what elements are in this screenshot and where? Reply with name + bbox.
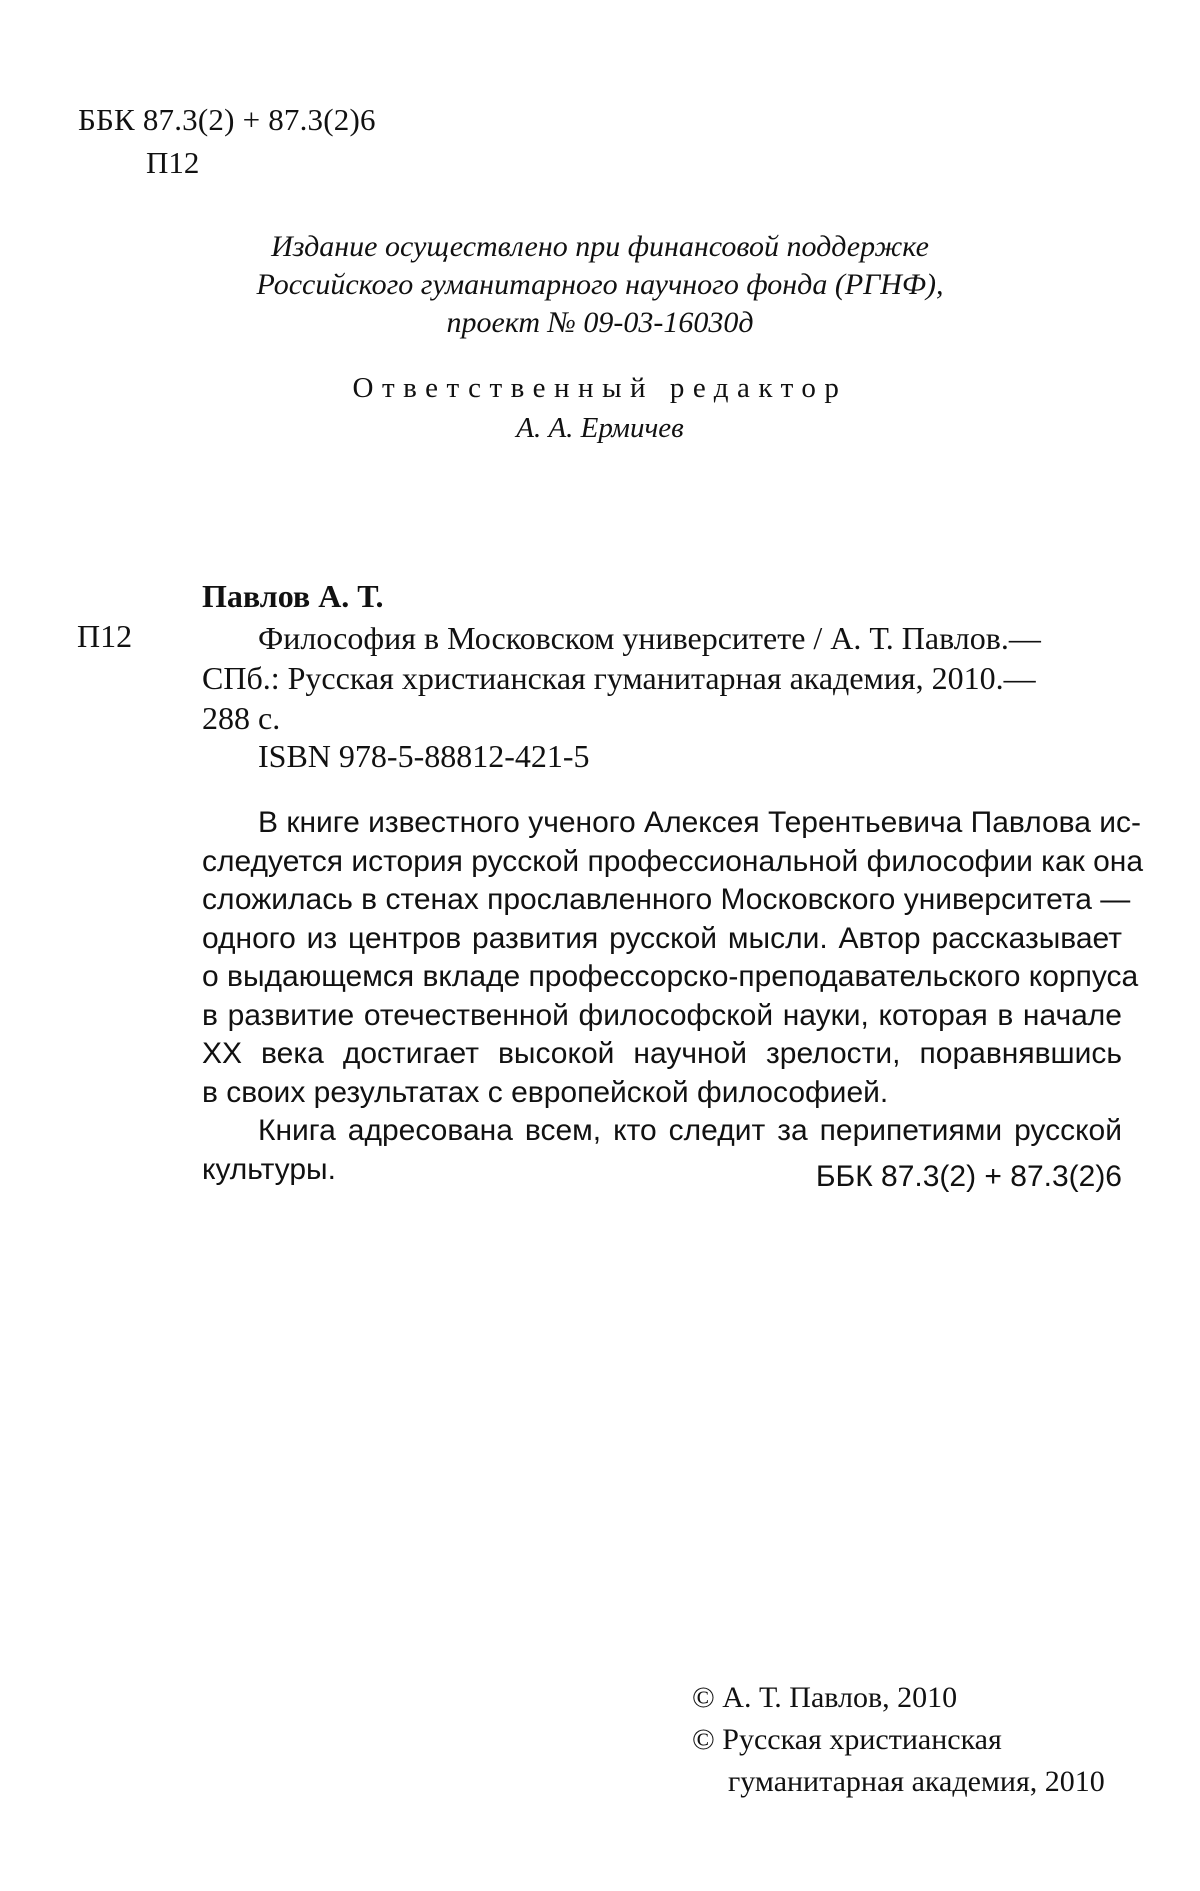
- funding-line-1: Издание осуществлено при финансовой поддержке: [271, 230, 929, 263]
- catalog-line-2: СПб.: Русская христианская гуманитарная академия, 2010.—: [202, 660, 1036, 696]
- catalog-author-mark: П12: [77, 618, 133, 654]
- bbk-code-bottom: ББК 87.3(2) + 87.3(2)6: [815, 1160, 1122, 1193]
- funding-line-3: проект № 09-03-16030д: [446, 306, 754, 339]
- annotation-line: сложилась в стенах прославленного Московского университета —: [202, 883, 1131, 916]
- funding-note: [200, 228, 1000, 342]
- catalog-line-1: Философия в Московском университете / А. Т. Павлов.—: [258, 620, 1041, 656]
- annotation-line: Книга адресована всем, кто следит за перипетиями русской: [258, 1114, 1122, 1147]
- annotation-line: о выдающемся вкладе профессорско-преподавательского корпуса: [202, 960, 1139, 993]
- copyright-line-3: гуманитарная академия, 2010: [728, 1765, 1105, 1798]
- editor-label: Ответственный редактор: [352, 372, 848, 404]
- catalog-author: Павлов А. Т.: [202, 578, 384, 614]
- annotation-line: одного из центров развития русской мысли. Автор рассказывает: [202, 921, 1122, 955]
- annotation-line: В книге известного ученого Алексея Терентьевича Павлова ис-: [258, 806, 1142, 839]
- catalog-line-3: 288 с.: [202, 700, 281, 736]
- funding-line-2: Российского гуманитарного научного фонда (РГНФ),: [256, 268, 944, 301]
- catalog-description: [202, 618, 1122, 738]
- annotation: [202, 804, 1144, 1189]
- annotation-line: культуры.: [202, 1152, 336, 1186]
- isbn: ISBN 978-5-88812-421-5: [258, 738, 590, 774]
- annotation-line: XX века достигает высокой научной зрелости, поравнявшись: [202, 1037, 1122, 1070]
- author-mark-top: П12: [146, 145, 200, 180]
- annotation-line: в развитие отечественной философской науки, которая в начале: [202, 998, 1122, 1032]
- bbk-code-top: ББК 87.3(2) + 87.3(2)6: [78, 102, 376, 137]
- annotation-line: в своих результатах с европейской философией.: [202, 1075, 889, 1109]
- editor-name: А. А. Ермичев: [516, 412, 684, 444]
- copyright-line-1: © А. Т. Павлов, 2010: [692, 1681, 958, 1714]
- copyright-line-2: © Русская христианская: [692, 1723, 1002, 1756]
- annotation-line: следуется история русской профессиональной философии как она: [202, 844, 1144, 878]
- copyright-block: [692, 1677, 1105, 1803]
